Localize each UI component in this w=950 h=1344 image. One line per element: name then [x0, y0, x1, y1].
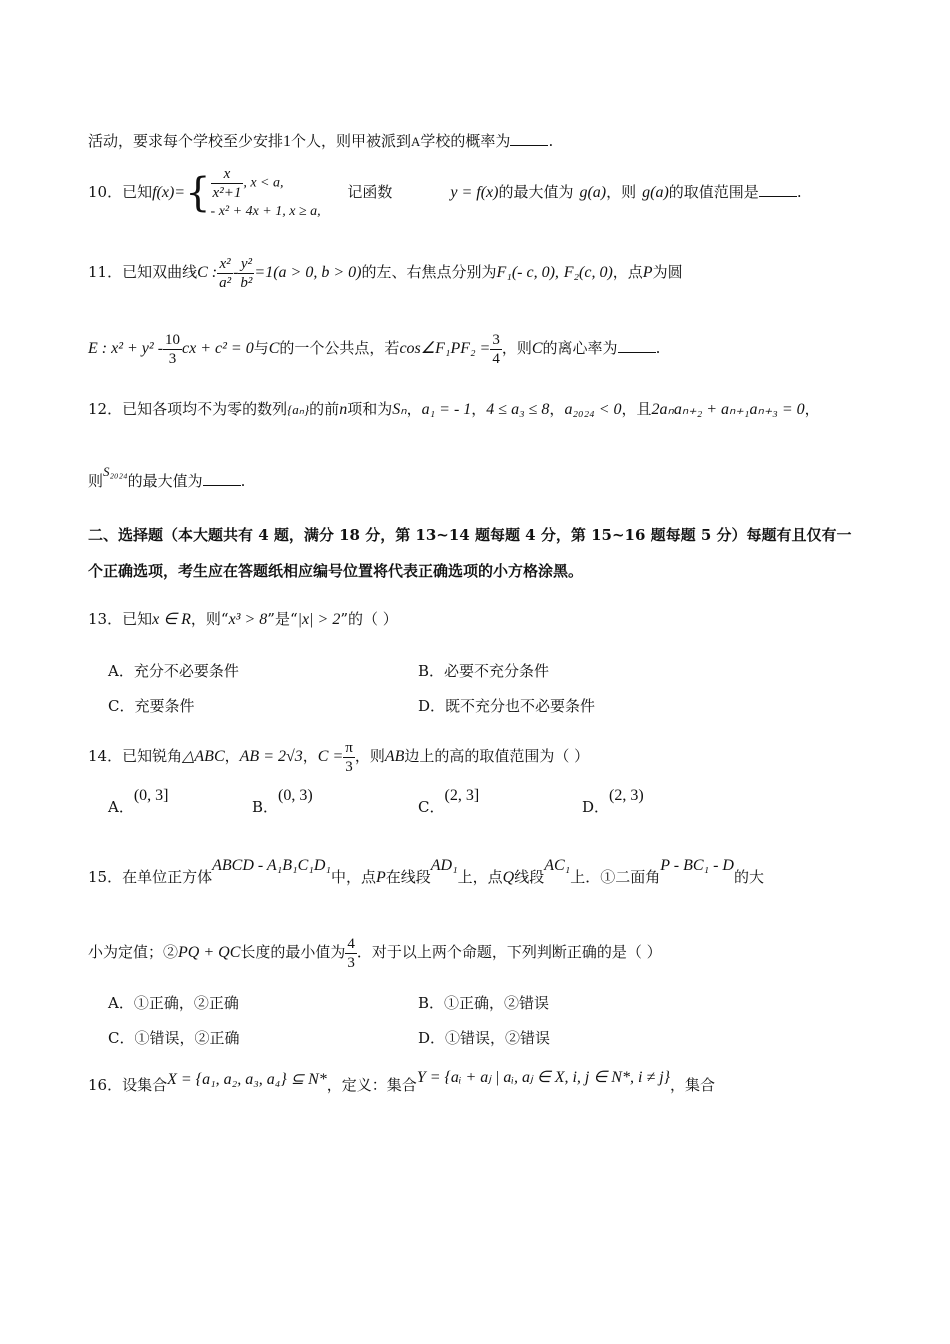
q14-three: 3 [345, 758, 353, 775]
q10-ga2: g(a) [642, 184, 669, 201]
q15-option-c[interactable]: C．①错误，②正确 [108, 1029, 240, 1047]
q11-frac-den: 4 [492, 350, 500, 367]
q11-b2: b² [240, 274, 253, 291]
q15-three: 3 [347, 954, 355, 971]
q14-option-a[interactable] [108, 787, 169, 819]
q9-text-b: 个人，则甲被派到 [291, 132, 412, 150]
q13-absx: |x| > 2 [297, 611, 341, 628]
question-15 [88, 857, 764, 889]
q10-end: . [796, 183, 802, 201]
q14-ab: AB = 2√3 [239, 748, 303, 765]
q10-yfx: y = f(x) [450, 184, 499, 201]
q14-text-a: ，则 [354, 747, 385, 765]
q15-text-e: 上．①二面角 [570, 868, 661, 886]
q12-then: 则 [88, 472, 104, 490]
answer-blank[interactable] [759, 182, 797, 197]
q11-ten: 10 [165, 331, 181, 348]
q14-d-value: (2, 3) [609, 787, 644, 804]
q12-a3: 4 ≤ a₃ ≤ 8 [486, 401, 550, 418]
q14-option-c[interactable] [418, 787, 480, 819]
q14-option-b[interactable] [252, 787, 313, 819]
q11-circle-a: E : x² + y² - [88, 340, 164, 357]
q11-three: 3 [168, 350, 177, 367]
q12-text-d: 的最大值为 [127, 472, 203, 490]
q12-s2024: S₂₀₂₄ [103, 464, 128, 479]
q10-text-d: 的取值范围是 [668, 183, 759, 201]
section2-heading-line1: 二、选择题（本大题共有 4 题，满分 18 分，第 13~14 题每题 4 分，第 15~16 题每题 5 分）每题有且仅有一 [88, 526, 852, 544]
question-11-line2 [88, 326, 660, 371]
q14-c-value: (2, 3] [444, 787, 480, 804]
q15-ad1: AD₁ [430, 857, 458, 874]
piece1-condition: , x < a, [243, 175, 284, 191]
q11-circle-b: cx + c² = 0 [182, 340, 254, 357]
q12-text-c: ，且 [621, 400, 652, 418]
q13-text-a: ，则“ [190, 610, 229, 628]
piecewise-brace: { [185, 170, 211, 216]
q12-text-a: 的前 [309, 400, 340, 418]
q14-c1: ， [224, 747, 240, 765]
q15-four: 4 [347, 935, 355, 952]
q10-text-a: 记函数 [347, 183, 393, 201]
q15-text-c: 上，点 [457, 868, 503, 886]
q11-text-d: 与 [253, 339, 269, 357]
question-11 [88, 250, 683, 295]
q13-option-b[interactable]: B．必要不充分条件 [418, 662, 550, 680]
q11-eq: =1(a > 0, b > 0) [254, 264, 362, 281]
q15-q: Q [502, 869, 515, 886]
q15-text-i: ．对于以上两个命题，下列判断正确的是（ ） [356, 943, 662, 961]
question-12-line2 [88, 464, 246, 493]
q11-text-g: 的离心率为 [542, 339, 618, 357]
q16-text-a: ，定义：集合 [326, 1076, 417, 1094]
q13-number: 13．已知 [88, 610, 153, 628]
q15-text-h: 长度的最小值为 [240, 943, 346, 961]
q11-a2: a² [219, 274, 232, 291]
question-14 [88, 736, 589, 777]
q9-text-a: 活动，要求每个学校至少安排 [88, 132, 284, 150]
q15-number: 15．在单位正方体 [88, 868, 213, 886]
q12-c4: ， [804, 400, 820, 418]
q13-option-c[interactable]: C．充要条件 [108, 697, 195, 715]
section2-heading-line2: 个正确选项，考生应在答题纸相应编号位置将代表正确选项的小方格涂黑。 [88, 562, 584, 580]
q10-fx: f(x)= [152, 184, 186, 201]
q11-text-a: 的左、右焦点分别为 [361, 263, 497, 281]
q11-f1: F₁(- c, 0), [496, 264, 559, 281]
question-15-line2 [88, 930, 662, 975]
q11-x2: x² [217, 255, 233, 274]
question-13 [88, 608, 398, 631]
answer-blank[interactable] [203, 471, 241, 486]
q14-ceq: C = [317, 748, 344, 765]
piecewise-cases [211, 165, 343, 222]
q12-c3: ， [549, 400, 565, 418]
q14-b-label: B． [252, 798, 279, 816]
q12-n: n [339, 401, 348, 418]
piece2: - x² + 4x + 1, x ≥ a, [210, 203, 321, 219]
q14-c-label: C． [418, 798, 445, 816]
q12-c2: ， [471, 400, 487, 418]
q15-option-b[interactable]: B．①正确，②错误 [418, 994, 550, 1012]
q15-dihedral: P - BC₁ - D [660, 857, 734, 874]
q13-text-c: ”的（ ） [340, 610, 398, 628]
q15-ac1: AC₁ [544, 857, 571, 874]
q12-number: 12．已知各项均不为零的数列 [88, 400, 288, 418]
q14-text-b: 边上的高的取值范围为（ ） [404, 747, 590, 765]
q11-y2: y² [238, 255, 254, 274]
q16-number: 16．设集合 [88, 1076, 168, 1094]
q10-text-b: 的最大值为 [498, 183, 574, 201]
q12-c1: ， [406, 400, 422, 418]
q11-c2: C [531, 340, 543, 357]
q10-ga1: g(a) [579, 184, 607, 201]
q11-c: C [268, 340, 280, 357]
question-16 [88, 1069, 716, 1097]
q12-an: {aₙ} [287, 402, 310, 417]
q16-yset: Y = {aᵢ + aⱼ | aᵢ, aⱼ ∈ X, i, j ∈ N*, i ≠ j} [416, 1069, 671, 1086]
q9-text-c: 学校的概率为 [420, 132, 511, 150]
q13-x3: x³ > 8 [228, 611, 268, 628]
q15-option-d[interactable]: D．①错误，②错误 [418, 1029, 551, 1047]
q16-text-b: ，集合 [670, 1076, 716, 1094]
q11-end: . [655, 339, 661, 357]
q13-text-b: ”是“ [267, 610, 298, 628]
q11-text-b: ，点 [612, 263, 643, 281]
q10-text-c: ，则 [606, 183, 637, 201]
question-10 [88, 162, 802, 228]
q12-end: . [240, 472, 246, 490]
q11-cos: cos∠F₁PF₂ = [399, 340, 491, 357]
q11-frac-num: 3 [492, 331, 500, 348]
q15-text-b: 在线段 [385, 868, 431, 886]
q11-curve: C : [197, 264, 218, 281]
q15-p: P [375, 869, 386, 886]
q14-c2: ， [302, 747, 318, 765]
piece1-numerator: x [211, 165, 244, 184]
q9-num: 1 [283, 133, 292, 150]
q11-f2: F₂(c, 0) [563, 264, 613, 281]
q9-end: . [548, 132, 554, 150]
question-12 [88, 398, 820, 421]
q9-tail [88, 130, 553, 153]
q15-text-f: 的大 [733, 868, 764, 886]
q14-a-value: (0, 3] [133, 787, 169, 804]
q15-text-d: 线段 [514, 868, 545, 886]
q11-minus: - [233, 264, 239, 281]
q9-school: A [411, 134, 421, 149]
q11-number: 11．已知双曲线 [88, 263, 198, 281]
q15-option-a[interactable]: A．①正确，②正确 [108, 994, 239, 1012]
q14-b-value: (0, 3) [278, 787, 313, 804]
q10-number: 10．已知 [88, 183, 153, 201]
q13-option-a[interactable]: A．充分不必要条件 [108, 662, 239, 680]
q12-sn: Sₙ [392, 401, 407, 418]
q12-rel: 2aₙaₙ₊₂ + aₙ₊₁aₙ₊₃ = 0 [651, 401, 805, 418]
q13-option-d[interactable]: D．既不充分也不必要条件 [418, 697, 596, 715]
q14-abc: △ABC [182, 748, 225, 765]
q14-option-d[interactable] [582, 787, 644, 819]
q14-pi: π [345, 739, 353, 756]
q11-text-c: 为圆 [652, 263, 683, 281]
answer-blank[interactable] [510, 131, 548, 146]
q11-text-e: 的一个公共点，若 [279, 339, 400, 357]
q12-a1: a₁ = - 1 [421, 401, 472, 418]
q15-cube: ABCD - A₁B₁C₁D₁ [212, 857, 331, 874]
q12-text-b: 项和为 [347, 400, 393, 418]
q14-a-label: A． [108, 798, 134, 816]
q15-text-g: 小为定值；② [88, 943, 179, 961]
q11-text-f: ，则 [501, 339, 532, 357]
q15-pqqc: PQ + QC [178, 944, 241, 961]
q14-ab2: AB [384, 748, 405, 765]
answer-blank[interactable] [618, 338, 656, 353]
q14-number: 14．已知锐角 [88, 747, 183, 765]
piece1-denominator: x²+1 [212, 184, 242, 201]
q16-xset: X = {a₁, a₂, a₃, a₄} ⊆ N* [167, 1071, 327, 1088]
q12-a2024: a₂₀₂₄ < 0 [564, 401, 622, 418]
q11-p: P [642, 264, 653, 281]
q15-text-a: 中，点 [330, 868, 376, 886]
q13-xr: x ∈ R [152, 611, 191, 628]
q14-d-label: D． [582, 798, 610, 816]
